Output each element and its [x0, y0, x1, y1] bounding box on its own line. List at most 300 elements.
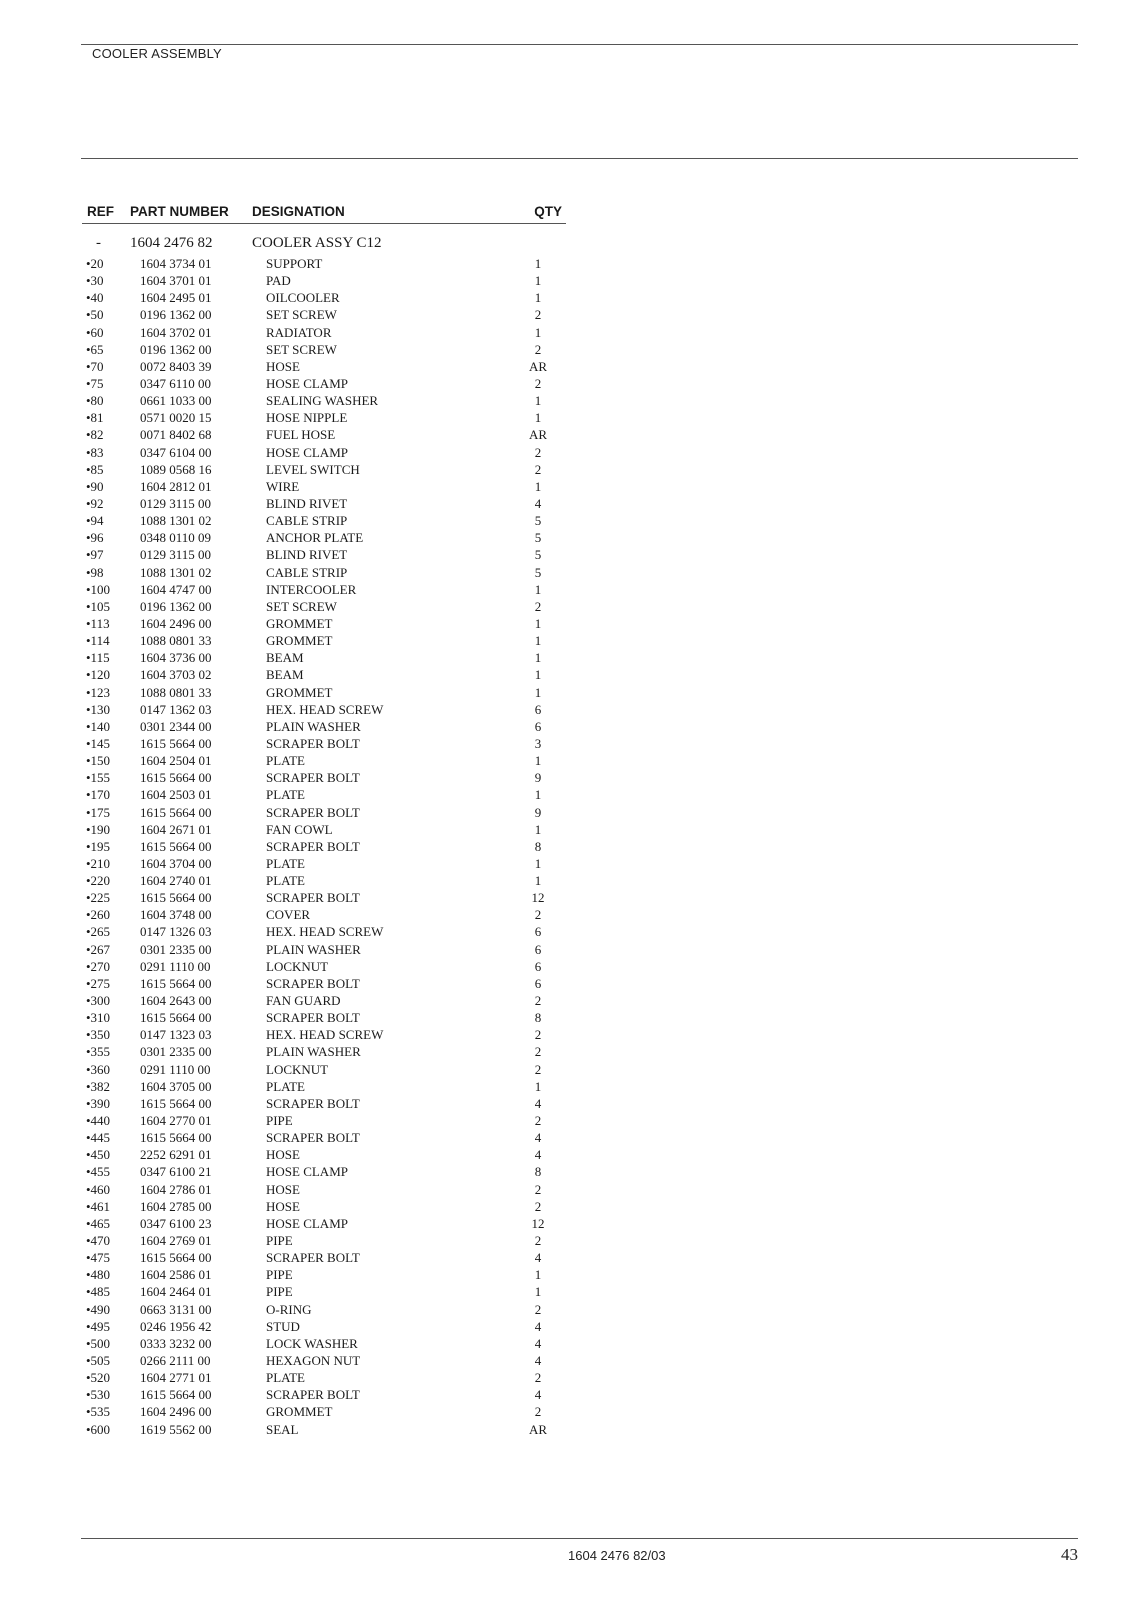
row-qty: 1: [534, 1284, 542, 1300]
row-qty: 2: [534, 1061, 542, 1077]
row-designation: HEX. HEAD SCREW: [266, 924, 384, 940]
row-ref: •535: [86, 1404, 111, 1420]
row-designation: O-RING: [266, 1301, 312, 1317]
row-part-number: 0266 2111 00: [140, 1353, 211, 1368]
table-row: [82, 512, 566, 529]
row-designation: SCRAPER BOLT: [266, 838, 360, 854]
row-ref: •190: [86, 821, 111, 837]
column-header-part-number: PART NUMBER: [130, 204, 229, 219]
row-ref: •260: [86, 907, 111, 923]
row-ref: •490: [86, 1301, 111, 1317]
table-row: [82, 1403, 566, 1420]
table-row: [82, 649, 566, 666]
table-row: [82, 821, 566, 838]
row-ref: •445: [86, 1130, 111, 1146]
row-designation: PLATE: [266, 1078, 305, 1094]
row-designation: PIPE: [266, 1267, 293, 1283]
row-part-number: 1604 4747 00: [140, 581, 212, 597]
row-part-number: 0147 1323 03: [140, 1027, 212, 1043]
table-row: [82, 1249, 566, 1266]
row-qty: 1: [534, 753, 542, 769]
header-top-rule: [81, 44, 1078, 45]
row-ref: •155: [86, 770, 111, 786]
row-qty: 12: [531, 890, 545, 906]
row-qty: 2: [534, 1370, 542, 1386]
row-part-number: 1604 2496 00: [140, 1404, 212, 1420]
row-designation: SET SCREW: [266, 307, 337, 323]
row-part-number: 1604 2503 01: [140, 787, 212, 803]
row-part-number: 1604 2464 01: [140, 1284, 212, 1300]
table-row: [82, 1009, 566, 1026]
table-row: [82, 804, 566, 821]
row-qty: 4: [534, 1250, 542, 1266]
row-qty: 2: [534, 1113, 542, 1129]
row-designation: SET SCREW: [266, 598, 337, 614]
table-row: [82, 1283, 566, 1300]
table-row: [82, 529, 566, 546]
row-part-number: 1615 5664 00: [140, 838, 212, 854]
table-row: [82, 1318, 566, 1335]
row-qty: 9: [534, 804, 542, 820]
row-part-number: 0347 6100 21: [140, 1164, 212, 1180]
table-row: [82, 272, 566, 289]
table-row: [82, 289, 566, 306]
row-qty: 6: [534, 718, 542, 734]
row-qty: 9: [534, 770, 542, 786]
row-designation: SCRAPER BOLT: [266, 890, 360, 906]
row-designation: HOSE: [266, 1147, 300, 1163]
row-ref: •120: [86, 667, 111, 683]
row-part-number: 0301 2335 00: [140, 941, 212, 957]
row-part-number: 1604 2771 01: [140, 1370, 212, 1386]
row-ref: •115: [86, 650, 110, 666]
row-designation: HEX. HEAD SCREW: [266, 701, 384, 717]
row-qty: 2: [534, 1233, 542, 1249]
row-designation: SCRAPER BOLT: [266, 1387, 360, 1403]
table-row: [82, 666, 566, 683]
table-row: [82, 1198, 566, 1215]
row-part-number: 0291 1110 00: [140, 958, 211, 974]
row-part-number: 0347 6104 00: [140, 444, 212, 460]
row-designation: GROMMET: [266, 633, 333, 649]
row-part-number: 0129 3115 00: [140, 495, 212, 511]
row-part-number: 1088 0801 33: [140, 633, 212, 649]
row-designation: SCRAPER BOLT: [266, 1095, 360, 1111]
row-part-number: 0333 3232 00: [140, 1335, 212, 1351]
row-ref: •114: [86, 633, 110, 649]
table-row: [82, 409, 566, 426]
page-number: 43: [1061, 1545, 1078, 1564]
row-part-number: 0196 1362 00: [140, 307, 212, 323]
row-part-number: 1604 3703 02: [140, 667, 212, 683]
table-row: [82, 872, 566, 889]
row-qty: 1: [534, 290, 542, 306]
row-ref: •140: [86, 718, 111, 734]
row-designation: PLAIN WASHER: [266, 718, 361, 734]
row-part-number: 1604 3704 00: [140, 855, 212, 871]
row-ref: •97: [86, 547, 104, 563]
row-qty: 6: [534, 924, 542, 940]
table-row: [82, 324, 566, 341]
row-designation: INTERCOOLER: [266, 581, 357, 597]
row-qty: AR: [528, 1421, 548, 1437]
table-row: [82, 1421, 566, 1438]
row-part-number: 1604 2495 01: [140, 290, 212, 306]
row-part-number: 0246 1956 42: [140, 1318, 212, 1334]
row-qty: 2: [534, 1301, 542, 1317]
row-part-number: 1604 3701 01: [140, 273, 212, 289]
row-designation: BEAM: [266, 650, 304, 666]
parts-table-body: [82, 255, 566, 1438]
row-qty: 4: [534, 1318, 542, 1334]
row-ref: •225: [86, 890, 111, 906]
row-designation: SCRAPER BOLT: [266, 1130, 360, 1146]
row-designation: GROMMET: [266, 1404, 333, 1420]
table-row: [82, 1078, 566, 1095]
row-designation: PLATE: [266, 753, 305, 769]
row-qty: 8: [534, 1164, 542, 1180]
table-row: [82, 941, 566, 958]
row-part-number: 1615 5664 00: [140, 1130, 212, 1146]
row-part-number: 0301 2344 00: [140, 718, 212, 734]
row-designation: OILCOOLER: [266, 290, 340, 306]
row-qty: 1: [534, 478, 542, 494]
row-qty: 8: [534, 838, 542, 854]
row-qty: 6: [534, 941, 542, 957]
row-ref: •600: [86, 1421, 111, 1437]
row-qty: 4: [534, 1353, 542, 1368]
row-part-number: 0072 8403 39: [140, 358, 212, 374]
row-ref: •530: [86, 1387, 111, 1403]
table-row: [82, 461, 566, 478]
row-qty: 1: [534, 273, 542, 289]
row-ref: •465: [86, 1215, 111, 1231]
row-part-number: 1604 3705 00: [140, 1078, 212, 1094]
table-row: [82, 1146, 566, 1163]
row-part-number: 1604 2812 01: [140, 478, 212, 494]
row-ref: •390: [86, 1095, 111, 1111]
table-row: [82, 718, 566, 735]
row-designation: SCRAPER BOLT: [266, 1250, 360, 1266]
row-part-number: 1604 3748 00: [140, 907, 212, 923]
row-ref: •81: [86, 410, 104, 426]
table-row: [82, 598, 566, 615]
table-row: [82, 975, 566, 992]
row-designation: SCRAPER BOLT: [266, 975, 360, 991]
row-designation: COVER: [266, 907, 311, 923]
table-row: [82, 1301, 566, 1318]
row-designation: SEALING WASHER: [266, 393, 379, 409]
row-part-number: 1604 3736 00: [140, 650, 212, 666]
row-ref: •500: [86, 1335, 111, 1351]
row-part-number: 1604 2786 01: [140, 1181, 212, 1197]
row-part-number: 1615 5664 00: [140, 975, 212, 991]
table-row: [82, 701, 566, 718]
row-designation: PIPE: [266, 1113, 293, 1129]
row-ref: •195: [86, 838, 111, 854]
row-qty: 2: [534, 1404, 542, 1420]
row-designation: HEXAGON NUT: [266, 1353, 361, 1368]
row-ref: •440: [86, 1113, 111, 1129]
row-part-number: 1088 0801 33: [140, 684, 212, 700]
row-qty: 1: [534, 256, 542, 271]
row-ref: •480: [86, 1267, 111, 1283]
row-qty: 12: [531, 1215, 545, 1231]
table-row: [82, 1112, 566, 1129]
table-row: [82, 426, 566, 443]
row-qty: 2: [534, 444, 542, 460]
row-qty: 2: [534, 375, 542, 391]
table-row: [82, 564, 566, 581]
row-qty: 2: [534, 598, 542, 614]
row-designation: HOSE: [266, 1198, 300, 1214]
section-title: COOLER ASSEMBLY: [92, 46, 222, 61]
row-ref: •92: [86, 495, 104, 511]
row-part-number: 0196 1362 00: [140, 598, 212, 614]
row-designation: HOSE CLAMP: [266, 375, 348, 391]
row-ref: •355: [86, 1044, 111, 1060]
table-row: [82, 341, 566, 358]
row-designation: PLATE: [266, 873, 305, 889]
row-designation: RADIATOR: [266, 324, 332, 340]
header-bottom-rule: [81, 158, 1078, 159]
table-row: [82, 306, 566, 323]
row-part-number: 1604 2671 01: [140, 821, 212, 837]
row-qty: 1: [534, 324, 542, 340]
row-ref: •82: [86, 427, 104, 443]
row-designation: HOSE NIPPLE: [266, 410, 348, 426]
row-ref: •220: [86, 873, 111, 889]
row-qty: 8: [534, 1010, 542, 1026]
table-row: [82, 752, 566, 769]
row-ref: •267: [86, 941, 111, 957]
table-row: [82, 478, 566, 495]
row-part-number: 1615 5664 00: [140, 890, 212, 906]
row-qty: 1: [534, 667, 542, 683]
row-designation: HEX. HEAD SCREW: [266, 1027, 384, 1043]
row-designation: SCRAPER BOLT: [266, 770, 360, 786]
row-ref: •520: [86, 1370, 111, 1386]
row-ref: •98: [86, 564, 104, 580]
table-row: [82, 1335, 566, 1352]
table-row: [82, 958, 566, 975]
row-part-number: 1604 2785 00: [140, 1198, 212, 1214]
row-qty: AR: [528, 427, 548, 443]
row-qty: 4: [534, 1095, 542, 1111]
row-designation: GROMMET: [266, 615, 333, 631]
table-row: [82, 615, 566, 632]
row-part-number: 1604 3702 01: [140, 324, 212, 340]
row-designation: STUD: [266, 1318, 300, 1334]
row-qty: 1: [534, 393, 542, 409]
column-header-qty: QTY: [534, 204, 562, 219]
row-qty: 2: [534, 1027, 542, 1043]
column-header-designation: DESIGNATION: [252, 204, 345, 219]
row-part-number: 1615 5664 00: [140, 1387, 212, 1403]
row-part-number: 0301 2335 00: [140, 1044, 212, 1060]
row-designation: CABLE STRIP: [266, 564, 348, 580]
row-qty: 6: [534, 975, 542, 991]
row-qty: 1: [534, 873, 542, 889]
row-designation: ANCHOR PLATE: [266, 530, 364, 546]
row-qty: 6: [534, 958, 542, 974]
row-designation: BLIND RIVET: [266, 547, 348, 563]
table-row: [82, 786, 566, 803]
row-ref: •485: [86, 1284, 111, 1300]
row-part-number: 1604 2770 01: [140, 1113, 212, 1129]
table-row: [82, 632, 566, 649]
row-part-number: 1604 3734 01: [140, 256, 212, 271]
row-ref: •450: [86, 1147, 111, 1163]
row-qty: 4: [534, 1147, 542, 1163]
row-part-number: 1604 2769 01: [140, 1233, 212, 1249]
row-ref: •170: [86, 787, 111, 803]
row-part-number: 1615 5664 00: [140, 735, 212, 751]
table-header: [82, 201, 566, 224]
row-qty: 1: [534, 410, 542, 426]
table-row: [82, 1163, 566, 1180]
row-ref: •85: [86, 461, 104, 477]
row-qty: 1: [534, 855, 542, 871]
row-designation: CABLE STRIP: [266, 513, 348, 529]
row-ref: •20: [86, 256, 104, 271]
row-ref: •105: [86, 598, 111, 614]
row-part-number: 0661 1033 00: [140, 393, 212, 409]
column-header-ref: REF: [87, 204, 114, 219]
row-qty: 2: [534, 1044, 542, 1060]
row-designation: SCRAPER BOLT: [266, 735, 360, 751]
row-ref: •460: [86, 1181, 111, 1197]
table-row: [82, 255, 566, 272]
row-designation: BLIND RIVET: [266, 495, 348, 511]
row-part-number: 2252 6291 01: [140, 1147, 212, 1163]
row-qty: 2: [534, 1181, 542, 1197]
row-designation: SCRAPER BOLT: [266, 804, 360, 820]
table-row: [82, 923, 566, 940]
table-row: [82, 1129, 566, 1146]
table-row: [82, 392, 566, 409]
row-qty: 1: [534, 633, 542, 649]
row-part-number: 1615 5664 00: [140, 1095, 212, 1111]
table-row: [82, 1266, 566, 1283]
assembly-part-number: 1604 2476 82: [130, 235, 213, 251]
row-designation: PAD: [266, 273, 291, 289]
row-ref: •75: [86, 375, 104, 391]
assembly-ref: -: [96, 235, 101, 251]
row-part-number: 0347 6110 00: [140, 375, 212, 391]
row-ref: •270: [86, 958, 111, 974]
row-part-number: 0663 3131 00: [140, 1301, 212, 1317]
row-designation: PLAIN WASHER: [266, 941, 361, 957]
table-row: [82, 1061, 566, 1078]
row-part-number: 1615 5664 00: [140, 1010, 212, 1026]
row-ref: •360: [86, 1061, 111, 1077]
row-designation: FUEL HOSE: [266, 427, 336, 443]
row-part-number: 1604 2504 01: [140, 753, 212, 769]
row-designation: PLATE: [266, 787, 305, 803]
row-designation: PLAIN WASHER: [266, 1044, 361, 1060]
row-designation: PLATE: [266, 855, 305, 871]
row-qty: 2: [534, 461, 542, 477]
row-ref: •80: [86, 393, 104, 409]
row-designation: FAN GUARD: [266, 993, 341, 1009]
table-row: [82, 581, 566, 598]
row-designation: LOCK WASHER: [266, 1335, 358, 1351]
row-ref: •60: [86, 324, 104, 340]
row-part-number: 1604 2740 01: [140, 873, 212, 889]
row-qty: 4: [534, 1130, 542, 1146]
row-designation: PIPE: [266, 1284, 293, 1300]
table-row: [82, 444, 566, 461]
row-part-number: 0147 1326 03: [140, 924, 212, 940]
row-ref: •90: [86, 478, 104, 494]
table-row: [82, 838, 566, 855]
row-designation: SEAL: [266, 1421, 299, 1437]
row-ref: •40: [86, 290, 104, 306]
row-part-number: 1604 2643 00: [140, 993, 212, 1009]
row-qty: 5: [534, 530, 542, 546]
row-designation: PIPE: [266, 1233, 293, 1249]
table-row: [82, 992, 566, 1009]
row-ref: •461: [86, 1198, 111, 1214]
row-part-number: 1089 0568 16: [140, 461, 212, 477]
row-qty: 1: [534, 1267, 542, 1283]
row-designation: FAN COWL: [266, 821, 333, 837]
row-qty: 2: [534, 907, 542, 923]
row-ref: •123: [86, 684, 111, 700]
row-ref: •265: [86, 924, 111, 940]
row-qty: 5: [534, 547, 542, 563]
assembly-designation: COOLER ASSY C12: [252, 235, 382, 251]
row-ref: •382: [86, 1078, 111, 1094]
row-part-number: 1604 2496 00: [140, 615, 212, 631]
row-designation: SET SCREW: [266, 341, 337, 357]
row-part-number: 0291 1110 00: [140, 1061, 211, 1077]
table-row: [82, 1181, 566, 1198]
row-designation: LEVEL SWITCH: [266, 461, 360, 477]
table-row: [82, 1369, 566, 1386]
row-part-number: 0071 8402 68: [140, 427, 212, 443]
row-qty: 4: [534, 1387, 542, 1403]
row-part-number: 0347 6100 23: [140, 1215, 212, 1231]
row-designation: HOSE: [266, 1181, 300, 1197]
table-row: [82, 495, 566, 512]
row-ref: •455: [86, 1164, 111, 1180]
table-row: [82, 684, 566, 701]
row-ref: •275: [86, 975, 111, 991]
row-ref: •505: [86, 1353, 111, 1368]
table-row: [82, 769, 566, 786]
table-row: [82, 1095, 566, 1112]
table-row: [82, 1232, 566, 1249]
row-part-number: 1088 1301 02: [140, 513, 212, 529]
row-designation: WIRE: [266, 478, 300, 494]
row-qty: 1: [534, 684, 542, 700]
row-ref: •130: [86, 701, 111, 717]
row-part-number: 1615 5664 00: [140, 1250, 212, 1266]
row-part-number: 1615 5664 00: [140, 770, 212, 786]
table-row: [82, 375, 566, 392]
row-qty: 6: [534, 701, 542, 717]
row-qty: 3: [534, 735, 542, 751]
row-designation: PLATE: [266, 1370, 305, 1386]
table-row: [82, 1352, 566, 1369]
row-designation: HOSE CLAMP: [266, 1215, 348, 1231]
row-ref: •470: [86, 1233, 111, 1249]
table-row: [82, 1386, 566, 1403]
table-row: [82, 546, 566, 563]
table-row: [82, 735, 566, 752]
